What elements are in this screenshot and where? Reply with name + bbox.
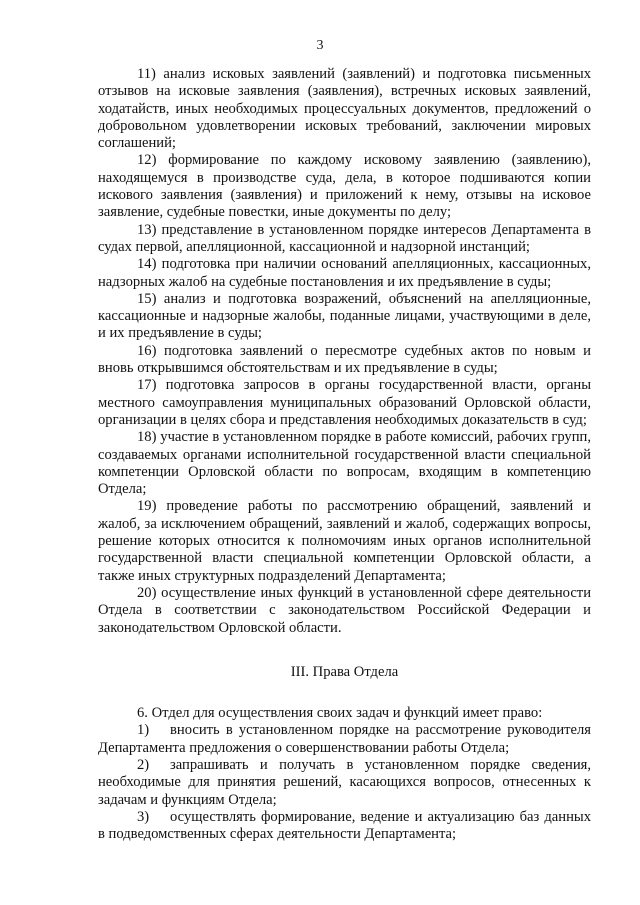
rights-item — [98, 757, 591, 809]
section-title: III. Права Отдела — [290, 663, 399, 680]
list-item: 14) подготовка при наличии оснований апелляционных, кассационных, надзорных жалоб на судебные постановления и их предъявление в суды; — [98, 256, 591, 290]
rights-item-text: вносить в установленном порядке на рассмотрение руководителя Департамента предложения о совершенствовании работы Отдела; — [98, 722, 591, 756]
functions-list — [98, 66, 591, 637]
rights-item-number: 1) — [137, 722, 150, 739]
rights-item — [98, 722, 591, 757]
list-item: 11) анализ исковых заявлений (заявлений) и подготовка письменных отзывов на исковые заявления (заявления), встречных исковых заявлений, ходатайств, иных необходимых процессуальных документов, предложений о добровольном удовлетворении исковых требований, заключении мировых соглашений; — [98, 66, 591, 152]
list-item: 13) представление в установленном порядке интересов Департамента в судах первой, апелляционной, кассационной и надзорной инстанций; — [98, 221, 591, 255]
rights-item-text: осуществлять формирование, ведение и актуализацию баз данных в подведомственных сферах деятельности Департамента; — [98, 808, 591, 843]
page-number: 3 — [316, 38, 324, 53]
list-item: 15) анализ и подготовка возражений, объяснений на апелляционные, кассационные и надзорные жалобы, поданные лицами, участвующими в деле, и их предъявление в суды; — [98, 290, 591, 342]
list-item: 18) участие в установленном порядке в работе комиссий, рабочих групп, создаваемых органами исполнительной государственной власти специальной компетенции Орловской области по вопросам, входящим в компетенцию Отдела; — [98, 429, 591, 498]
rights-item-text: запрашивать и получать в установленном порядке сведения, необходимые для принятия решений, касающихся вопросов, отнесенных к задачам и функциям Отдела; — [98, 756, 591, 808]
list-item: 16) подготовка заявлений о пересмотре судебных актов по новым и вновь открывшимся обстоятельствам и их предъявление в суды; — [98, 342, 591, 377]
rights-item-number: 3) — [137, 808, 150, 825]
rights-item — [98, 809, 591, 844]
rights-item-number: 2) — [137, 756, 150, 773]
rights-intro: 6. Отдел для осуществления своих задач и функций имеет право: — [137, 705, 543, 722]
list-item: 19) проведение работы по рассмотрению обращений, заявлений и жалоб, за исключением обращений, заявлений и жалоб, содержащих вопросы, решение которых относится к полномочиям иных органов исполнительной государственной власти специальной компетенции Орловской области, а также иных структурных подразделений Департамента; — [98, 498, 591, 584]
list-item: 17) подготовка запросов в органы государственной власти, органы местного самоуправления муниципальных образований Орловской области, организации в целях сбора и представления необходимых доказательств в суд; — [98, 377, 591, 428]
rights-list — [98, 705, 591, 843]
list-item: 12) формирование по каждому исковому заявлению (заявлению), находящемуся в производстве суда, дела, в которое подшиваются копии искового заявления (заявления) и приложений к нему, отзывы на исковое заявление, судебные повестки, иные документы по делу; — [98, 152, 591, 221]
document-body — [98, 66, 591, 843]
list-item: 20) осуществление иных функций в установленной сфере деятельности Отдела в соответствии с законодательством Российской Федерации и законодательством Орловской области. — [98, 584, 591, 636]
